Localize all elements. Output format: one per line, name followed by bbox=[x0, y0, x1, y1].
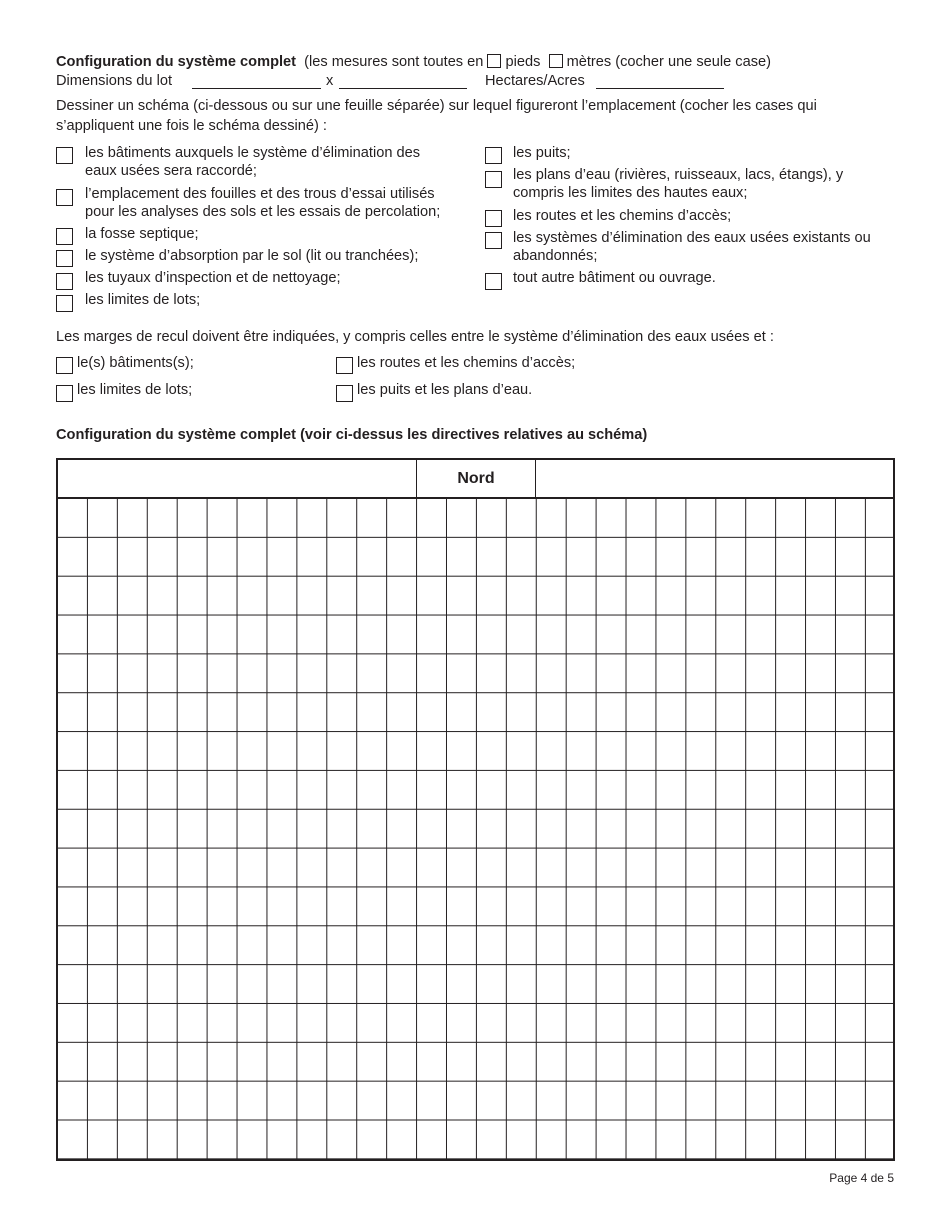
item-inspection-pipes: les tuyaux d’inspection et de nettoyage; bbox=[85, 270, 341, 286]
schema-instructions: Dessiner un schéma (ci-dessous ou sur une feuille séparée) sur lequel figureront l’emplacement (cocher les cases qui s’appliquent une fois le schéma dessiné) : bbox=[56, 98, 817, 134]
item-water-bodies bbox=[513, 166, 843, 202]
lot-width-field[interactable] bbox=[192, 88, 321, 89]
item-roads: les routes et les chemins d’accès; bbox=[513, 208, 732, 224]
item-existing-systems bbox=[513, 229, 871, 265]
times-sign: x bbox=[326, 73, 334, 89]
setbacks-intro: Les marges de recul doivent être indiquées, y compris celles entre le système d’élimination des eaux usées et : bbox=[56, 329, 774, 345]
checkbox-setback-lot-limits[interactable] bbox=[56, 385, 73, 402]
setback-wells: les puits et les plans d’eau. bbox=[357, 382, 533, 398]
north-label: Nord bbox=[416, 460, 536, 497]
checkbox-setback-buildings[interactable] bbox=[56, 357, 73, 374]
units-prefix: (les mesures sont toutes en bbox=[304, 54, 484, 70]
item-existing-systems-line2: abandonnés; bbox=[513, 248, 598, 264]
hectares-label: Hectares/Acres bbox=[485, 73, 585, 89]
item-water-bodies-line1: les plans d’eau (rivières, ruisseaux, lacs, étangs), y bbox=[513, 167, 844, 183]
item-buildings-line2: eaux usées sera raccordé; bbox=[85, 163, 257, 179]
item-lot-limits: les limites de lots; bbox=[85, 292, 201, 308]
grid-header bbox=[58, 460, 893, 499]
meters-checkbox[interactable] bbox=[549, 54, 563, 68]
checkbox-existing-systems[interactable] bbox=[485, 232, 502, 249]
feet-checkbox[interactable] bbox=[487, 54, 501, 68]
item-test-pits bbox=[85, 185, 440, 221]
page-number: Page 4 de 5 bbox=[829, 1171, 894, 1185]
setback-lot-limits: les limites de lots; bbox=[77, 382, 193, 398]
checkbox-water-bodies[interactable] bbox=[485, 171, 502, 188]
checkbox-other-buildings[interactable] bbox=[485, 273, 502, 290]
checkbox-test-pits[interactable] bbox=[56, 189, 73, 206]
section-title: Configuration du système complet bbox=[56, 54, 297, 70]
item-buildings-line1: les bâtiments auxquels le système d’élimination des bbox=[85, 145, 421, 161]
grid-drawing-area[interactable] bbox=[58, 499, 893, 1159]
item-other-buildings: tout autre bâtiment ou ouvrage. bbox=[513, 270, 716, 286]
diagram-title: Configuration du système complet (voir ci-dessus les directives relatives au schéma) bbox=[56, 427, 648, 443]
checkbox-setback-wells[interactable] bbox=[336, 385, 353, 402]
checkbox-absorption-system[interactable] bbox=[56, 250, 73, 267]
checkbox-wells[interactable] bbox=[485, 147, 502, 164]
item-absorption-system: le système d’absorption par le sol (lit ou tranchées); bbox=[85, 248, 419, 264]
checkbox-septic-tank[interactable] bbox=[56, 228, 73, 245]
meters-label: mètres (cocher une seule case) bbox=[566, 54, 771, 70]
item-septic-tank: la fosse septique; bbox=[85, 226, 199, 242]
lot-dimensions-label: Dimensions du lot bbox=[56, 73, 172, 89]
setback-buildings: le(s) bâtiments(s); bbox=[77, 355, 194, 371]
checkbox-inspection-pipes[interactable] bbox=[56, 273, 73, 290]
item-water-bodies-line2: compris les limites des hautes eaux; bbox=[513, 185, 748, 201]
feet-label: pieds bbox=[505, 54, 541, 70]
item-test-pits-line1: l’emplacement des fouilles et des trous d’essai utilisés bbox=[85, 186, 435, 202]
checkbox-lot-limits[interactable] bbox=[56, 295, 73, 312]
item-buildings bbox=[85, 144, 420, 180]
item-existing-systems-line1: les systèmes d’élimination des eaux usées existants ou bbox=[513, 230, 871, 246]
checkbox-roads[interactable] bbox=[485, 210, 502, 227]
measurement-units-line bbox=[56, 53, 771, 71]
hectares-field[interactable] bbox=[596, 88, 724, 89]
lot-length-field[interactable] bbox=[339, 88, 467, 89]
item-wells: les puits; bbox=[513, 145, 571, 161]
item-test-pits-line2: pour les analyses des sols et les essais de percolation; bbox=[85, 204, 441, 220]
checkbox-buildings[interactable] bbox=[56, 147, 73, 164]
sketch-grid[interactable] bbox=[56, 458, 895, 1161]
checkbox-setback-roads[interactable] bbox=[336, 357, 353, 374]
setback-roads: les routes et les chemins d’accès; bbox=[357, 355, 576, 371]
